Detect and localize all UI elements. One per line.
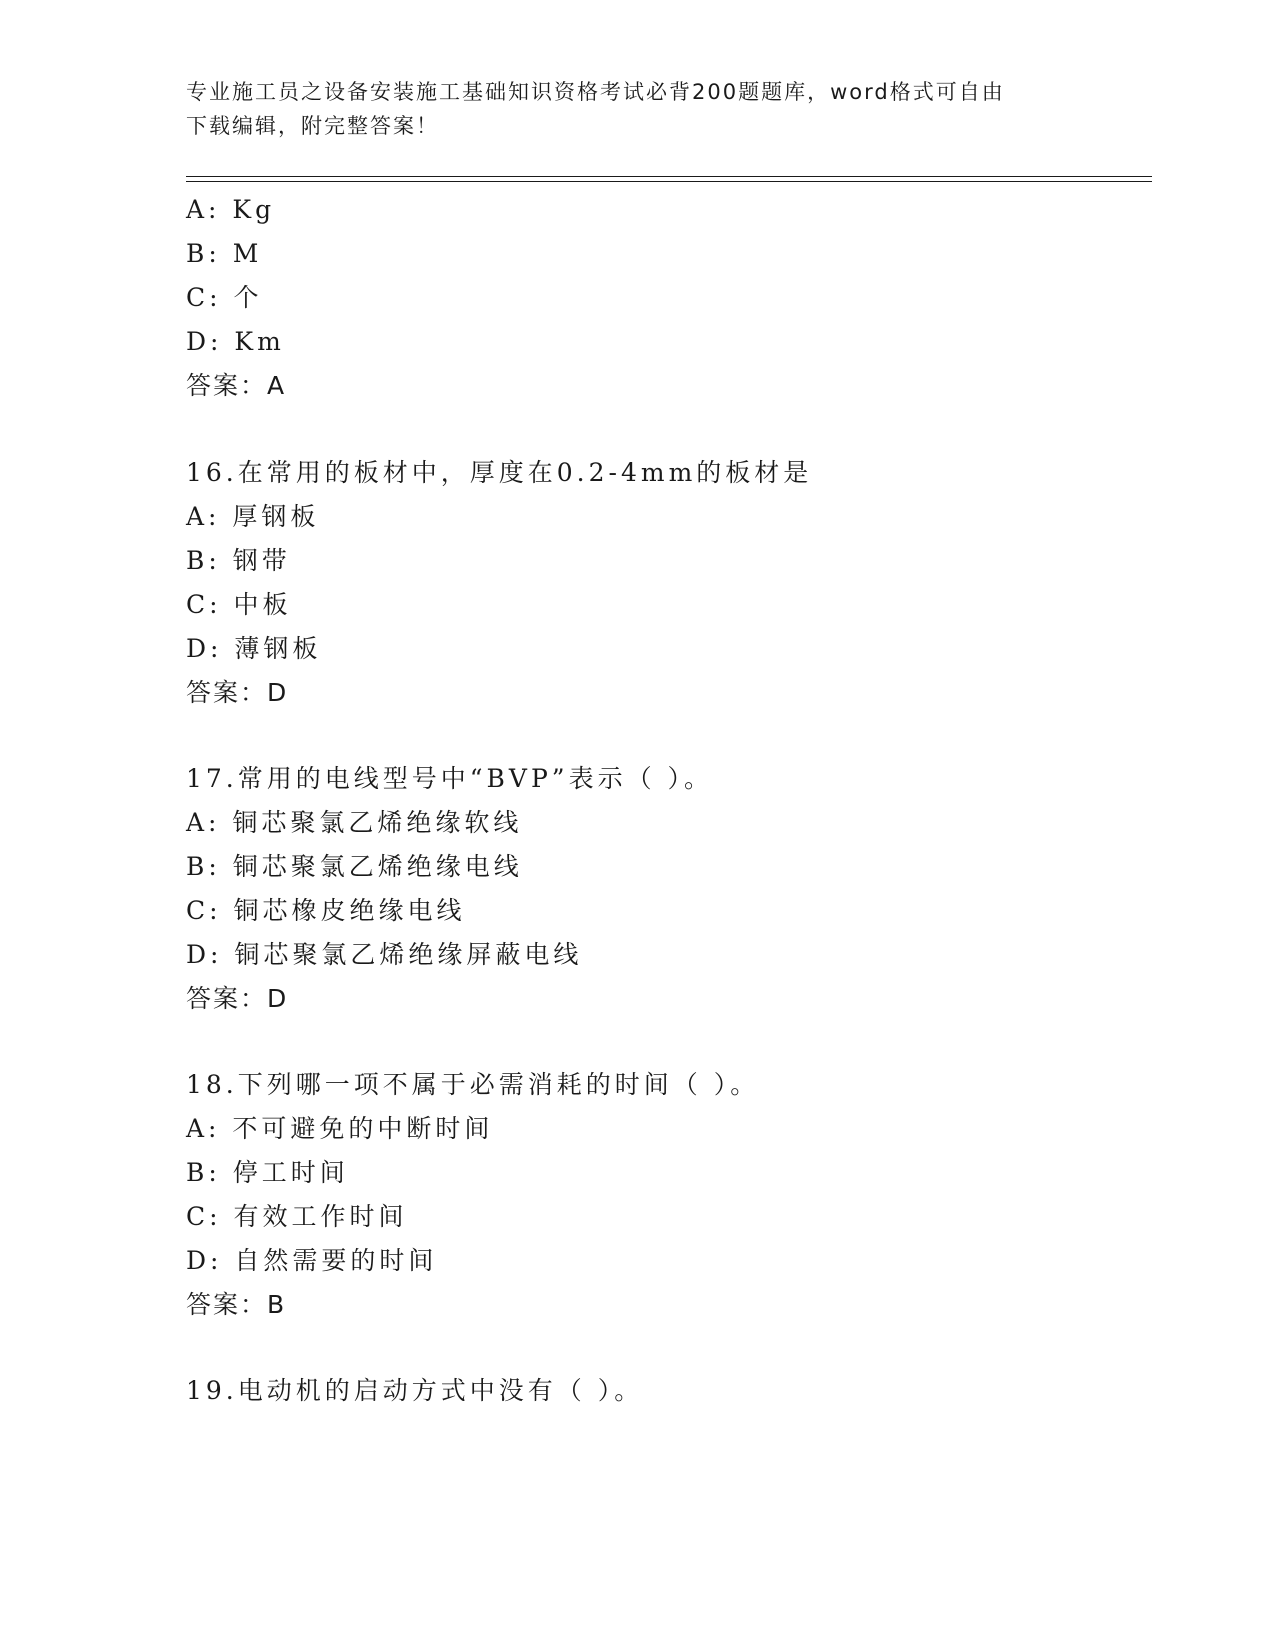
question-16-answer: 答案：D — [186, 678, 289, 707]
prev-option-a: A: Kg — [186, 195, 276, 224]
question-17-option-b: B: 铜芯聚氯乙烯绝缘电线 — [186, 852, 523, 881]
prev-answer: 答案：A — [186, 371, 287, 400]
header-divider-top — [186, 176, 1152, 177]
question-16-option-d: D: 薄钢板 — [186, 634, 322, 663]
question-18-option-c: C: 有效工作时间 — [186, 1202, 408, 1231]
prev-option-c: C: 个 — [186, 283, 263, 312]
question-16-option-c: C: 中板 — [186, 590, 292, 619]
question-16-stem: 16.在常用的板材中，厚度在0.2-4mm的板材是 — [186, 458, 813, 487]
question-18-answer: 答案：B — [186, 1290, 287, 1319]
question-16-option-b: B: 钢带 — [186, 546, 291, 575]
prev-option-b: B: M — [186, 239, 263, 268]
question-18-option-b: B: 停工时间 — [186, 1158, 349, 1187]
question-18-stem: 18.下列哪一项不属于必需消耗的时间（ ）。 — [186, 1070, 760, 1099]
document-header-line-2: 下载编辑，附完整答案！ — [186, 114, 439, 138]
header-divider-bottom — [186, 181, 1152, 182]
question-19-stem: 19.电动机的启动方式中没有（ ）。 — [186, 1376, 644, 1405]
question-17-stem: 17.常用的电线型号中“BVP”表示（ ）。 — [186, 764, 714, 793]
question-17-option-d: D: 铜芯聚氯乙烯绝缘屏蔽电线 — [186, 940, 583, 969]
question-16-option-a: A: 厚钢板 — [186, 502, 320, 531]
question-18-option-a: A: 不可避免的中断时间 — [186, 1114, 494, 1143]
question-18-option-d: D: 自然需要的时间 — [186, 1246, 438, 1275]
question-17-option-a: A: 铜芯聚氯乙烯绝缘软线 — [186, 808, 523, 837]
question-17-answer: 答案：D — [186, 984, 289, 1013]
document-header-line-1: 专业施工员之设备安装施工基础知识资格考试必背200题题库，word格式可自由 — [186, 80, 1005, 104]
question-17-option-c: C: 铜芯橡皮绝缘电线 — [186, 896, 466, 925]
prev-option-d: D: Km — [186, 327, 285, 356]
